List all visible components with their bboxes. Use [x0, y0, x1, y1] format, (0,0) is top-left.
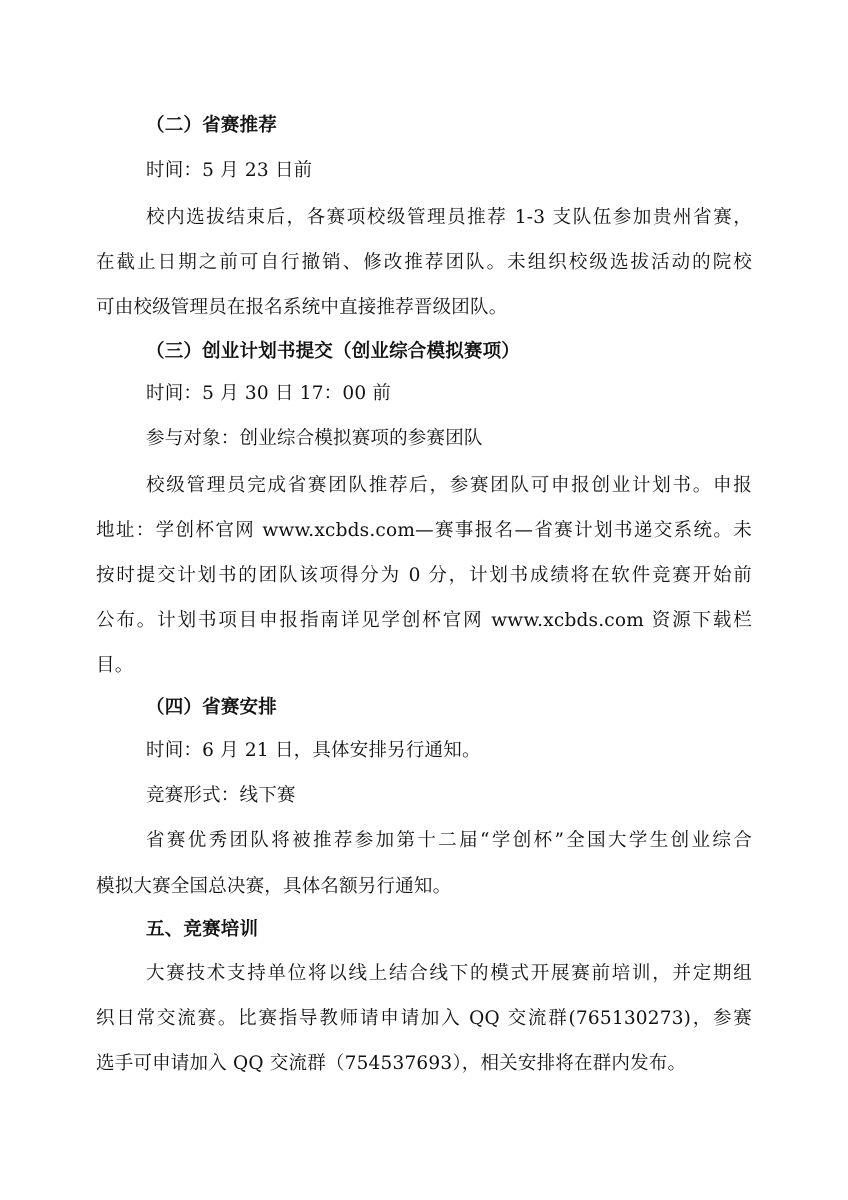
section-4-heading: （四）省赛安排: [146, 697, 277, 718]
section-2-heading: （二）省赛推荐: [146, 115, 277, 136]
section-3-paragraph-line: 地址：学创杯官网 www.xcbds.com—赛事报名—省赛计划书递交系统。未: [96, 520, 752, 541]
section-4-paragraph-line: 模拟大赛全国总决赛，具体名额另行通知。: [96, 876, 452, 897]
section-4-paragraph-line: 省赛优秀团队将被推荐参加第十二届“学创杯”全国大学生创业综合: [146, 830, 752, 851]
section-2-time: 时间：5 月 23 日前: [146, 160, 313, 181]
section-2-paragraph-line: 校内选拔结束后，各赛项校级管理员推荐 1-3 支队伍参加贵州省赛，: [146, 207, 752, 228]
section-5-paragraph-line: 大赛技术支持单位将以线上结合线下的模式开展赛前培训，并定期组: [146, 963, 752, 984]
section-3-paragraph-line: 校级管理员完成省赛团队推荐后，参赛团队可申报创业计划书。申报: [146, 475, 752, 496]
section-4-time: 时间：6 月 21 日，具体安排另行通知。: [146, 740, 481, 761]
section-3-paragraph-line: 按时提交计划书的团队该项得分为 0 分，计划书成绩将在软件竞赛开始前: [96, 565, 752, 586]
section-3-time: 时间：5 月 30 日 17：00 前: [146, 383, 392, 404]
section-3-target: 参与对象：创业综合模拟赛项的参赛团队: [146, 428, 483, 449]
section-4-format: 竞赛形式：线下赛: [146, 785, 296, 806]
section-3-paragraph-line: 公布。计划书项目申报指南详见学创杯官网 www.xcbds.com 资源下载栏: [96, 610, 752, 631]
section-5-paragraph-line: 织日常交流赛。比赛指导教师请申请加入 QQ 交流群(765130273)，参赛: [96, 1008, 752, 1029]
section-3-heading: （三）创业计划书提交（创业综合模拟赛项）: [146, 341, 521, 362]
section-3-paragraph-line: 目。: [96, 655, 134, 676]
section-5-paragraph-line: 选手可申请加入 QQ 交流群（754537693），相关安排将在群内发布。: [96, 1053, 687, 1074]
section-2-paragraph-line: 可由校级管理员在报名系统中直接推荐晋级团队。: [96, 297, 508, 318]
section-2-paragraph-line: 在截止日期之前可自行撤销、修改推荐团队。未组织校级选拔活动的院校: [96, 252, 752, 273]
section-5-heading: 五、竞赛培训: [146, 919, 259, 940]
